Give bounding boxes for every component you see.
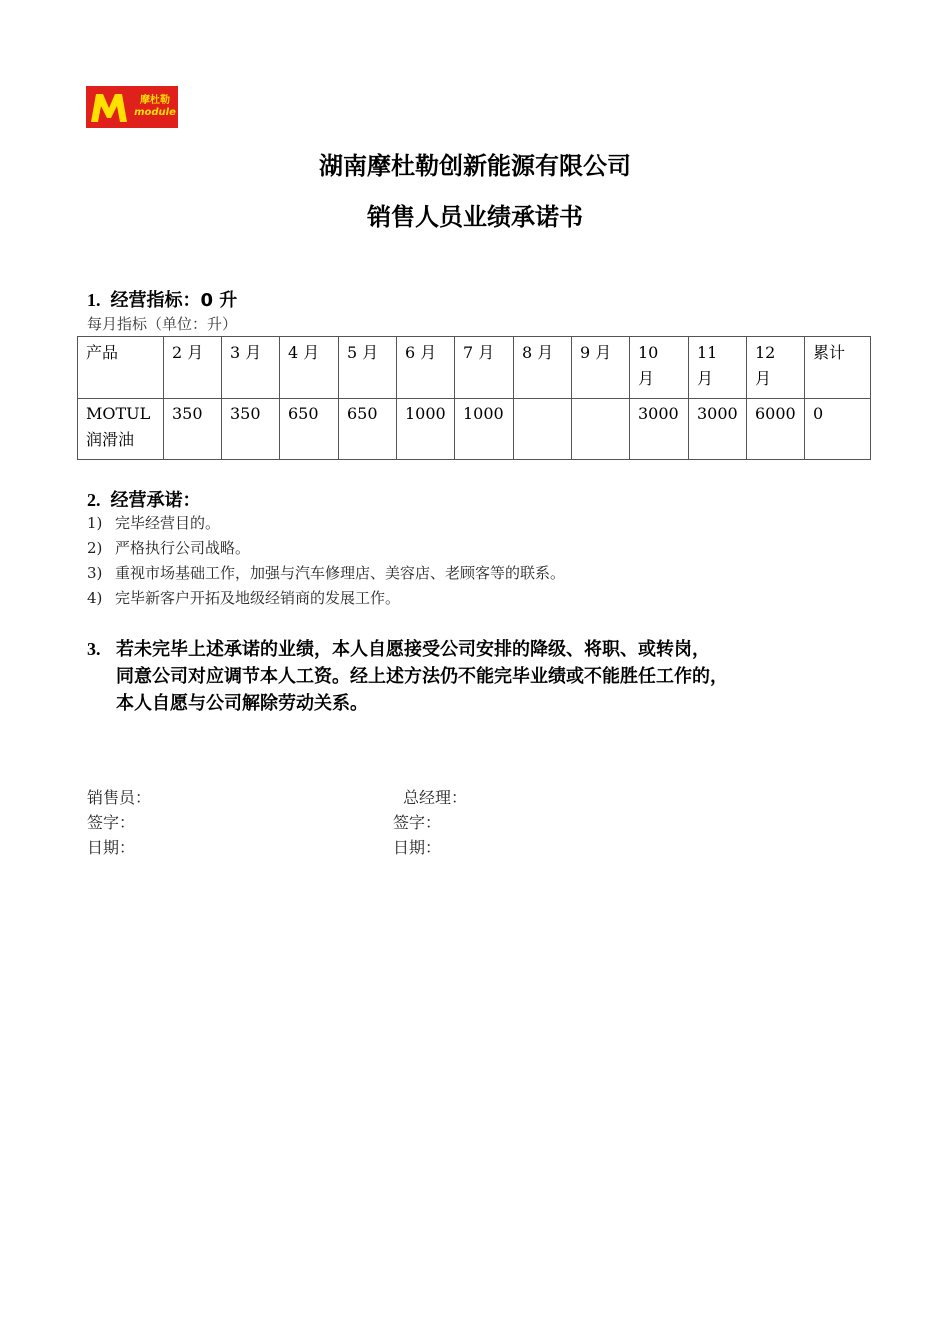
table-header-cell: 5 月	[339, 337, 397, 399]
manager-sign-label: 签字：	[393, 813, 442, 832]
table-cell	[514, 399, 572, 460]
commitment-list	[87, 512, 565, 612]
table-header-cell: 6 月	[397, 337, 455, 399]
list-item-number: 4)	[87, 589, 103, 607]
table-cell: 1000	[397, 399, 455, 460]
list-item-number: 2)	[87, 539, 103, 557]
list-item-text: 重视市场基础工作，加强与汽车修理店、美容店、老顾客等的联系。	[115, 564, 566, 582]
list-item-number: 1)	[87, 514, 103, 532]
table-header-cell: 4 月	[280, 337, 339, 399]
logo-english-text: module	[134, 107, 176, 118]
list-item-number: 3)	[87, 564, 103, 582]
table-cell: 6000	[747, 399, 805, 460]
manager-date-label: 日期：	[393, 838, 442, 857]
section2-heading-text: 经营承诺：	[110, 490, 201, 511]
document-title: 销售人员业绩承诺书	[367, 203, 583, 231]
table-cell: 1000	[455, 399, 514, 460]
table-cell: 3000	[689, 399, 747, 460]
logo-chinese-text: 摩杜勒	[140, 95, 170, 106]
table-header-cell: 12 月	[747, 337, 805, 399]
list-item-text: 完毕新客户开拓及地级经销商的发展工作。	[115, 589, 401, 607]
table-cell: 650	[280, 399, 339, 460]
logo-m-icon	[86, 86, 132, 128]
table-header-row	[78, 337, 871, 399]
table-cell: 350	[222, 399, 280, 460]
table-header-cell: 产品	[78, 337, 164, 399]
table-cell: 650	[339, 399, 397, 460]
section3-number: 3.	[87, 639, 101, 659]
section2-heading	[87, 486, 201, 512]
list-item-text: 完毕经营目的。	[115, 514, 221, 532]
table-header-cell: 累计	[805, 337, 871, 399]
list-item-text: 严格执行公司战略。	[115, 539, 251, 557]
list-item	[87, 537, 565, 562]
section1-heading-text: 经营指标：0 升	[110, 290, 238, 311]
section1-heading	[87, 286, 237, 312]
section1-subtitle: 每月指标（单位：升）	[87, 315, 238, 333]
list-item	[87, 512, 565, 537]
table-header-cell: 8 月	[514, 337, 572, 399]
signature-right	[393, 785, 467, 860]
section3-line: 同意公司对应调节本人工资。经上述方法仍不能完毕业绩或不能胜任工作的，	[116, 666, 728, 687]
list-item	[87, 587, 565, 612]
table-header-cell: 7 月	[455, 337, 514, 399]
table-cell: 3000	[630, 399, 689, 460]
logo-m-glyph	[87, 88, 131, 126]
salesperson-label: 销售员：	[87, 788, 152, 807]
table-header-cell: 10 月	[630, 337, 689, 399]
table-header-cell: 2 月	[164, 337, 222, 399]
table-cell	[572, 399, 630, 460]
manager-label: 总经理：	[403, 788, 468, 807]
table-header-cell: 9 月	[572, 337, 630, 399]
monthly-target-table	[77, 336, 871, 460]
section3-line: 若未完毕上述承诺的业绩，本人自愿接受公司安排的降级、将职、或转岗，	[116, 639, 710, 660]
signature-left	[87, 785, 151, 860]
list-item	[87, 562, 565, 587]
salesperson-sign-label: 签字：	[87, 813, 136, 832]
section1-number: 1.	[87, 290, 101, 310]
table-cell: MOTUL 润滑油	[78, 399, 164, 460]
table-header-cell: 11 月	[689, 337, 747, 399]
company-title: 湖南摩杜勒创新能源有限公司	[319, 152, 631, 180]
salesperson-date-label: 日期：	[87, 838, 136, 857]
section3-line: 本人自愿与公司解除劳动关系。	[116, 693, 368, 714]
table-cell: 350	[164, 399, 222, 460]
table-cell: 0	[805, 399, 871, 460]
section2-number: 2.	[87, 490, 101, 510]
table-row	[78, 399, 871, 460]
table-header-cell: 3 月	[222, 337, 280, 399]
company-logo	[86, 86, 178, 128]
